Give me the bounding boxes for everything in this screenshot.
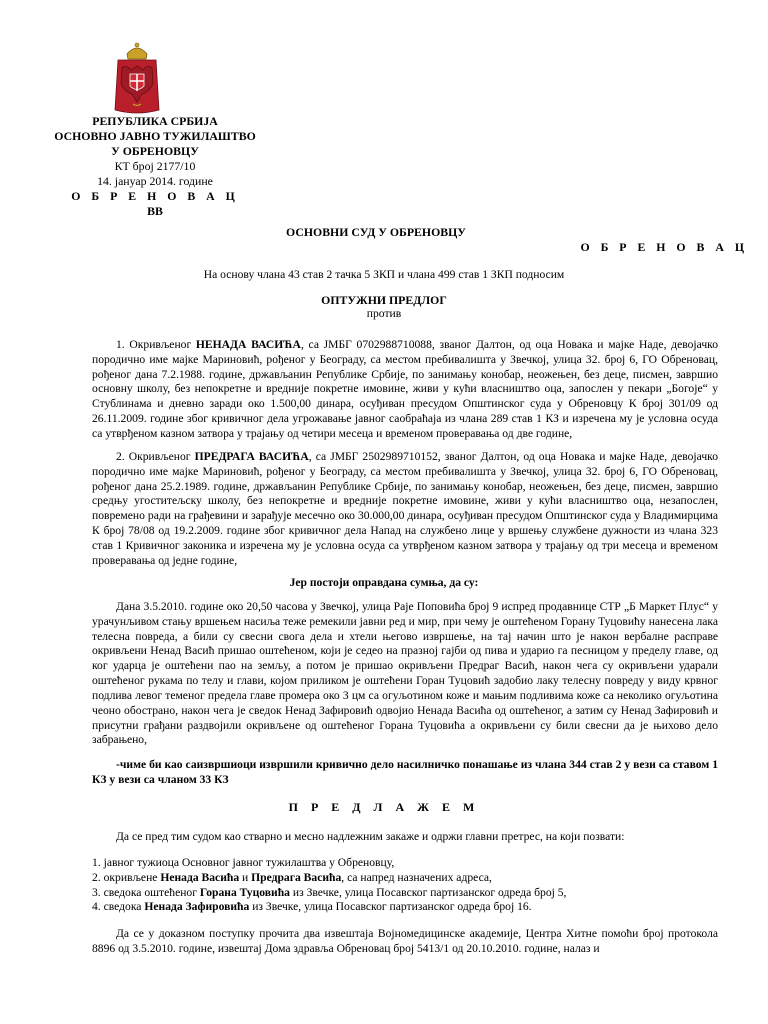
defendant-2-paragraph bbox=[92, 450, 718, 569]
defendant-1-name: НЕНАДА ВАСИЋА bbox=[195, 338, 301, 351]
list-item: 1. јавног тужиоца Основног јавног тужилаштва у Обреновцу, bbox=[92, 856, 395, 869]
evidence-text: Да се у доказном поступку прочита два извештаја Војномедицинске академије, Центра Хитне помоћи број протокола 8896 од 3.5.2010. године, извештај Дома здравља Обреновац број 5413/1 од 20.10.2010. године, налаз и bbox=[92, 927, 718, 955]
defendant-1-paragraph bbox=[92, 338, 718, 442]
court-name: ОСНОВНИ СУД У ОБРЕНОВЦУ bbox=[286, 225, 466, 239]
hearing-text: Да се пред тим судом као стварно и месно надлежним закаже и одржи главни претрес, на који позвати: bbox=[116, 830, 625, 843]
intro-line: На основу члана 43 став 2 тачка 5 ЗКП и члана 499 став 1 ЗКП подносим bbox=[203, 268, 565, 281]
document-title: ОПТУЖНИ ПРЕДЛОГ bbox=[321, 293, 447, 307]
defendant-2-details: , са ЈМБГ 2502989710152, званог Далтон, од оца Новака и мајке Наде, девојачко породично име мајке Мариновић, рођеног у Београду, са местом пребивалишта у Звечкој, улица 32. број 6, ГО Обреновац, рођеног дана 25.2.1989. године, држављанин Републике Србије, по занимању конобар, неожењен, без деце, писмен, завршио средњу угоститељску школу, без непокретне и вредније покретне имовине, живи у кући власништво оца, незапослен, повремено ради на грађевини и зарађује месечно око 30.000,00 динара, осуђиван пресудом Општинског суда у Владимирцима К број 78/08 од 19.2.2009. године због кривичног дела Напад на службено лице у вршењу службене дужности из члана 323 став 1 Кривичног законика и изречена му је условна осуда са утврђеном казном затвора у трајању од три месеца и временом проверавања од једне године, bbox=[92, 450, 719, 567]
charge-text: -чиме би као саизвршиоци извршили кривично дело насилничко понашање из члана 344 став 2 у вези са ставом 1 КЗ у вези са чланом 33 КЗ bbox=[92, 758, 718, 786]
list-item: 4. сведока Ненада Зафировића из Звечке, улица Посавског партизанског одреда број 16. bbox=[92, 900, 532, 914]
reason-heading: Јер постоји оправдана сумња, да су: bbox=[289, 576, 479, 589]
serbian-coat-of-arms-icon bbox=[112, 40, 162, 116]
defendant-1-details: , са ЈМБГ 0702988710088, званог Далтон, од оца Новака и мајке Наде, девојачко породично име мајке Мариновић, рођеног у Београду, са местом пребивалишта у Звечкој, улица 32. број 6, ГО Обреновац, рођеног дана 7.2.1988. године, држављанин Републике Србије, по занимању конобар, неожењен, без деце, писмен, завршио основну школу, без непокретне и вредније покретне имовине, живи у кући власништво оца, запослен у пекари „Богоје“ у Стублинама и дневно заради око 1.500,00 динара, осуђиван пресудом Општинског суда у Обреновцу К број 301/09 од 26.11.2009. године због кривичног дела угрожавање јавног саобраћаја из члана 289 став 1 КЗ и изречена му је условна осуда са утврђеном казном затвора у трајању од четири месеца и временом проверавања од две године, bbox=[92, 338, 718, 440]
charge-paragraph bbox=[92, 758, 718, 788]
header-date: 14. јануар 2014. године bbox=[97, 173, 213, 188]
evidence-paragraph bbox=[92, 927, 718, 957]
facts-paragraph bbox=[92, 600, 718, 748]
propose-heading: П Р Е Д Л А Ж Е М bbox=[288, 800, 480, 814]
header-case-number: КТ број 2177/10 bbox=[114, 158, 196, 173]
court-city: О Б Р Е Н О В А Ц bbox=[580, 240, 748, 254]
list-item: 2. окривљене Ненада Васића и Предрага Васића, са напред назначених адреса, bbox=[92, 870, 492, 884]
defendant-2-lead: 2. Окривљеног bbox=[116, 450, 195, 463]
facts-text: Дана 3.5.2010. године око 20,50 часова у Звечкој, улица Раје Поповића број 9 испред продавнице СТР „Б Маркет Плус“ у урачунљивом стању вршењем насиља теже ремекили јавни ред и мир, при чему је оштећеном Горану Туцовићу нанесена лака телесна повреда, а били су свесни свога дела и хтели његово извршење, на тај начин што је након вербалне расправе окривљени Ненад Васић пришао оштећеном, који је седео на празној гајби од пива и ударио га песницом у пределу главе, од ког ударца је оштећени пао на земљу, а потом је пришао окривљени Предраг Васић, након чега су окривљени ударали оштећеног рукама по телу и глави, којом приликом је оштећени Горан Туцовић задобио лаку телесну повреду у виду крвног подлива левог теменог предела главе промера око 3 цм са огуљотином коже и мањим подливима коже са неколико огуљотина чеоно обострано, након чега је сведок Ненад Зафировић одвојио Ненада Васића од оштећеног, а затим су Ненад Зафировић и присутни грађани раздвојили окривљене од оштећеног Горана Туцовића а окривљени су били свесни да је њихово дело забрањено, bbox=[92, 600, 718, 747]
defendant-2-name: ПРЕДРАГА ВАСИЋА bbox=[194, 450, 309, 463]
header-country: РЕПУБЛИКА СРБИЈА bbox=[92, 114, 218, 128]
prosecutor-header bbox=[30, 114, 280, 219]
summons-list bbox=[92, 856, 718, 915]
header-office: ОСНОВНО ЈАВНО ТУЖИЛАШТВО bbox=[54, 128, 256, 143]
list-item: 3. сведока оштећеног Горана Туцовића из Звечке, улица Посавског партизанског одреда број 5, bbox=[92, 885, 567, 899]
against-line: против bbox=[366, 307, 402, 320]
defendant-1-lead: 1. Окривљеног bbox=[116, 338, 196, 351]
hearing-paragraph bbox=[92, 830, 718, 845]
header-city: О Б Р Е Н О В А Ц bbox=[71, 188, 239, 203]
header-location: У ОБРЕНОВЦУ bbox=[111, 143, 199, 158]
header-code: ВВ bbox=[147, 203, 163, 218]
